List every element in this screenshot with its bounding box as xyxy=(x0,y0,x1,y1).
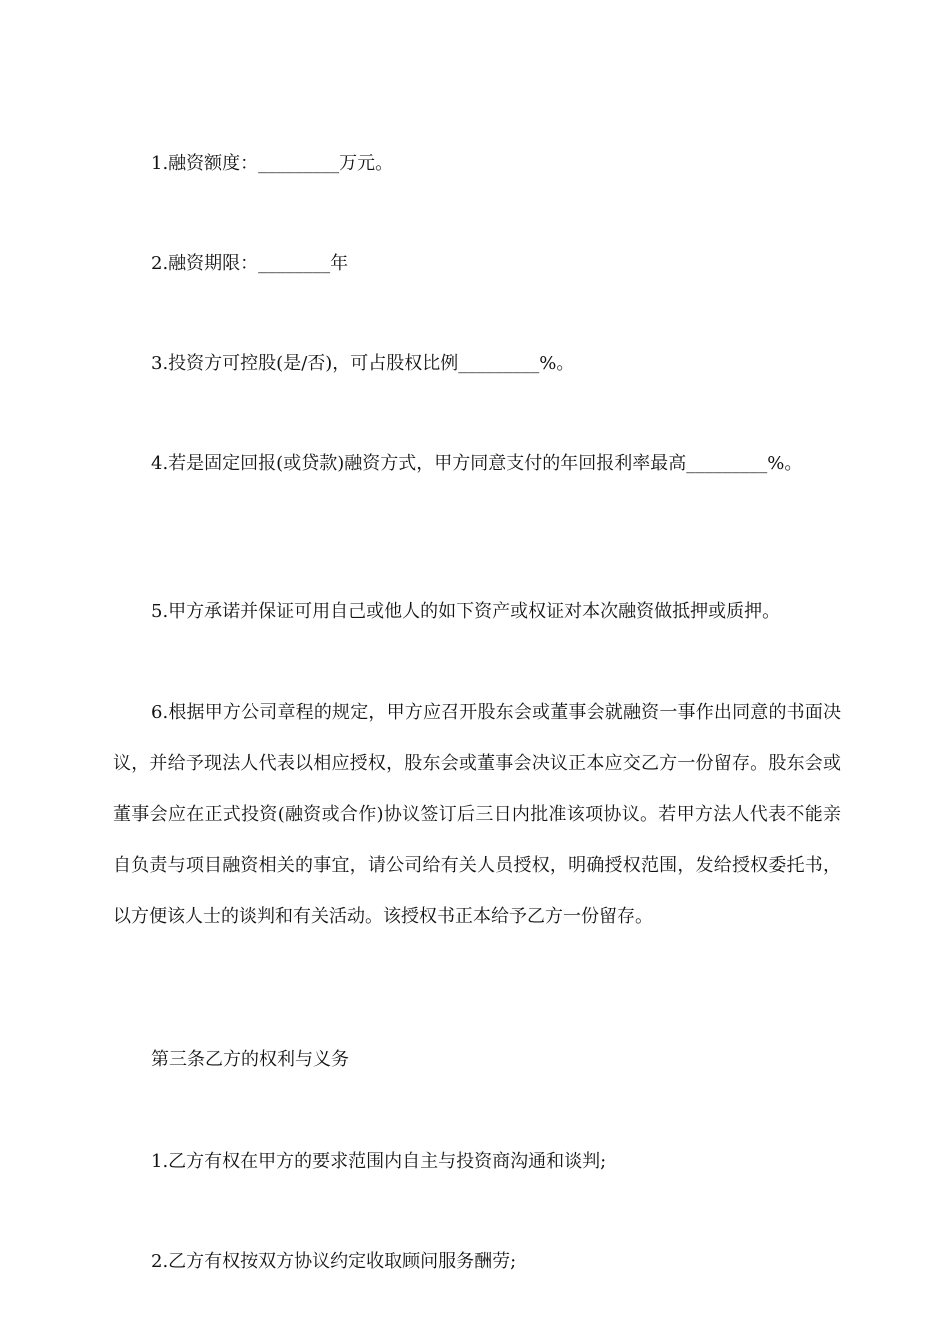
item-board-resolution-paragraph: 6.根据甲方公司章程的规定，甲方应召开股东会或董事会就融资一事作出同意的书面决议，并给予现法人代表以相应授权，股东会或董事会决议正本应交乙方一份留存。股东会或董事会应在正式投资(融资或合作)协议签订后三日内批准该项协议。若甲方法人代表不能亲自负责与项目融资相关的事宜，请公司给有关人员授权，明确授权范围，发给授权委托书，以方便该人士的谈判和有关活动。该授权书正本给予乙方一份留存。 xyxy=(113,702,841,927)
item-fixed-return-rate: 4.若是固定回报(或贷款)融资方式，甲方同意支付的年回报利率最高_________%。 xyxy=(151,453,803,474)
section-item-service-fee-right: 2.乙方有权按双方协议约定收取顾问服务酬劳; xyxy=(151,1251,517,1272)
item-equity-control: 3.投资方可控股(是/否)，可占股权比例_________%。 xyxy=(151,353,575,374)
section-heading: 第三条乙方的权利与义务 xyxy=(151,1049,349,1070)
item-financing-term: 2.融资期限：________年 xyxy=(151,253,349,274)
section-item-negotiation-right: 1.乙方有权在甲方的要求范围内自主与投资商沟通和谈判; xyxy=(151,1151,607,1172)
item-collateral-commitment: 5.甲方承诺并保证可用自己或他人的如下资产或权证对本次融资做抵押或质押。 xyxy=(151,601,781,622)
item-financing-amount: 1.融资额度：_________万元。 xyxy=(151,153,394,174)
